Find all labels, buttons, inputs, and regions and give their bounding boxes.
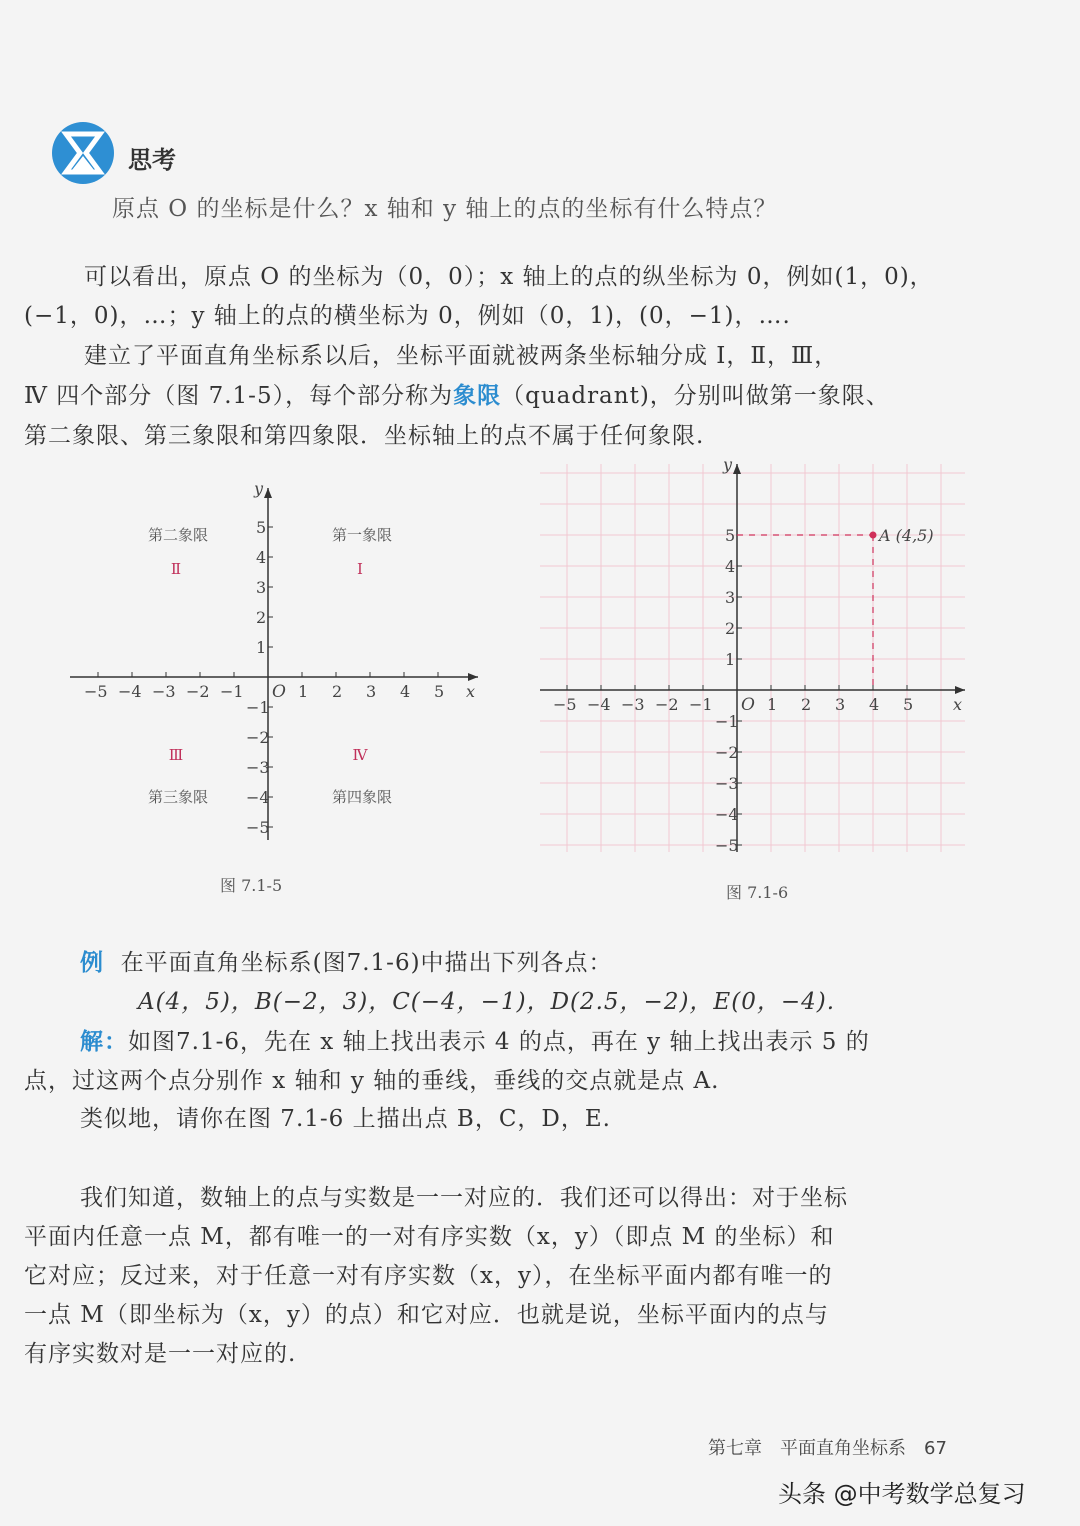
fig2-y-tick-label: −1 — [715, 712, 739, 731]
fig1-caption: 图 7.1-5 — [220, 876, 283, 895]
think-title: 思考 — [128, 146, 176, 174]
solution-tag: 解： — [80, 1028, 128, 1055]
quadrant-numeral: Ⅲ — [168, 746, 184, 764]
point-a-marker — [870, 532, 877, 539]
quadrant-name: 第三象限 — [147, 788, 209, 806]
fig2-y-tick-label: 3 — [725, 588, 736, 607]
fig1-y-tick-label: 1 — [256, 638, 267, 657]
quadrant-name: 第二象限 — [147, 526, 209, 544]
para1-line: (−1，0)，…；y 轴上的点的横坐标为 0，例如（0，1)，(0，−1)，…. — [24, 303, 791, 329]
fig2-x-tick-label: −4 — [587, 695, 611, 714]
text: 如图7.1-6，先在 x 轴上找出表示 4 的点，再在 y 轴上找出表示 5 的 — [128, 1029, 870, 1055]
quadrant-numeral: Ⅳ — [352, 746, 368, 764]
example-tag: 例 — [80, 949, 104, 976]
para3-line: 一点 M（即坐标为（x，y）的点）和它对应．也就是说，坐标平面内的点与 — [24, 1302, 829, 1328]
fig1-x-tick-label: −3 — [152, 682, 176, 701]
fig2-x-tick-label: −3 — [621, 695, 645, 714]
quadrant-name: 第一象限 — [331, 526, 393, 544]
fig2-x-tick-label: −2 — [655, 695, 679, 714]
text: 在平面直角坐标系(图7.1-6)中描出下列各点： — [120, 950, 613, 976]
para3-line: 有序实数对是一一对应的. — [24, 1341, 297, 1367]
text: Ⅳ 四个部分（图 7.1-5），每个部分称为 — [24, 383, 454, 409]
quadrant-numeral: Ⅱ — [170, 560, 182, 578]
page-footer — [708, 1434, 947, 1460]
solution-line: 点，过这两个点分别作 x 轴和 y 轴的垂线，垂线的交点就是点 A. — [24, 1068, 720, 1094]
fig2-y-tick-label: −2 — [715, 743, 739, 762]
fig1-x-tick-label: 4 — [400, 682, 411, 701]
fig2-x-tick-label: 1 — [767, 695, 778, 714]
fig1-x-label: x — [466, 682, 476, 701]
point-a-label: A (4,5) — [879, 526, 934, 545]
para2-line: 建立了平面直角坐标系以后，坐标平面就被两条坐标轴分成 Ⅰ，Ⅱ，Ⅲ， — [84, 343, 839, 369]
fig2-y-label: y — [723, 455, 733, 474]
fig1-y-arrow-icon — [264, 488, 272, 498]
fig1-x-tick-label: 3 — [366, 682, 377, 701]
fig2-y-tick-label: 5 — [725, 526, 736, 545]
fig1-x-tick-label: −4 — [118, 682, 142, 701]
fig2-origin-label: O — [741, 695, 755, 715]
fig2-x-label: x — [953, 695, 963, 714]
fig2-y-tick-label: −5 — [715, 836, 739, 855]
para2-line: 第二象限、第三象限和第四象限．坐标轴上的点不属于任何象限. — [24, 423, 705, 449]
fig1-y-tick-label: 5 — [256, 518, 267, 537]
fig2-x-tick-label: −5 — [553, 695, 577, 714]
fig2-y-tick-label: 4 — [725, 557, 736, 576]
fig2-x-tick-label: −1 — [689, 695, 713, 714]
fig2-x-tick-label: 5 — [903, 695, 914, 714]
solution-line: 类似地，请你在图 7.1-6 上描出点 B，C，D，E. — [80, 1106, 611, 1132]
fig2-y-tick-label: −3 — [715, 774, 739, 793]
fig1-y-tick-label: 2 — [256, 608, 267, 627]
fig1-y-label: y — [254, 479, 264, 498]
think-question: 原点 O 的坐标是什么？x 轴和 y 轴上的点的坐标有什么特点？ — [112, 196, 778, 222]
para3-line: 平面内任意一点 M，都有唯一的一对有序实数（x，y）（即点 M 的坐标）和 — [24, 1224, 835, 1250]
fig1-y-tick-label: −4 — [246, 788, 270, 807]
fig1-x-tick-label: 2 — [332, 682, 343, 701]
example-points: A(4，5)，B(−2，3)，C(−4，−1)，D(2.5，−2)，E(0，−4). — [138, 989, 836, 1015]
text: （quadrant)，分别叫做第一象限、 — [501, 383, 890, 409]
fig1-y-tick-label: −1 — [246, 698, 270, 717]
fig2-y-tick-label: 2 — [725, 619, 736, 638]
quadrant-numeral: Ⅰ — [357, 560, 363, 578]
fig2-y-tick-label: 1 — [725, 650, 736, 669]
fig1-x-tick-label: −2 — [186, 682, 210, 701]
term-quadrant: 象限 — [453, 382, 502, 409]
example-line — [80, 944, 613, 977]
para3-line: 它对应；反过来，对于任意一对有序实数（x，y），在坐标平面内都有唯一的 — [24, 1263, 833, 1289]
solution-line — [80, 1023, 870, 1056]
fig2-y-tick-label: −4 — [715, 805, 739, 824]
fig1-y-tick-label: −2 — [246, 728, 270, 747]
fig1-x-tick-label: 1 — [298, 682, 309, 701]
fig2-x-tick-label: 4 — [869, 695, 880, 714]
fig1-y-tick-label: −5 — [246, 818, 270, 837]
chapter: 第七章 — [708, 1438, 762, 1459]
fig1-x-tick-label: −1 — [220, 682, 244, 701]
fig1-y-tick-label: −3 — [246, 758, 270, 777]
fig1-x-arrow-icon — [468, 673, 478, 681]
para1-line: 可以看出，原点 O 的坐标为（0，0）；x 轴上的点的纵坐标为 0，例如(1，0)， — [84, 264, 934, 290]
fig2-y-arrow-icon — [733, 464, 741, 474]
fig1-y-tick-label: 4 — [256, 548, 267, 567]
fig2-caption: 图 7.1-6 — [726, 883, 789, 902]
para3-line: 我们知道，数轴上的点与实数是一一对应的．我们还可以得出：对于坐标 — [80, 1185, 848, 1211]
fig1-x-tick-label: 5 — [434, 682, 445, 701]
watermark: 头条 @中考数学总复习 — [778, 1480, 1026, 1508]
fig2-x-tick-label: 3 — [835, 695, 846, 714]
quadrant-name: 第四象限 — [331, 788, 393, 806]
chapter-title: 平面直角坐标系 — [780, 1438, 906, 1459]
fig2-x-arrow-icon — [955, 686, 965, 694]
fig1-origin-label: O — [272, 682, 286, 702]
fig2-x-tick-label: 2 — [801, 695, 812, 714]
page-number: 67 — [924, 1438, 947, 1459]
fig1-y-tick-label: 3 — [256, 578, 267, 597]
fig1-x-tick-label: −5 — [84, 682, 108, 701]
